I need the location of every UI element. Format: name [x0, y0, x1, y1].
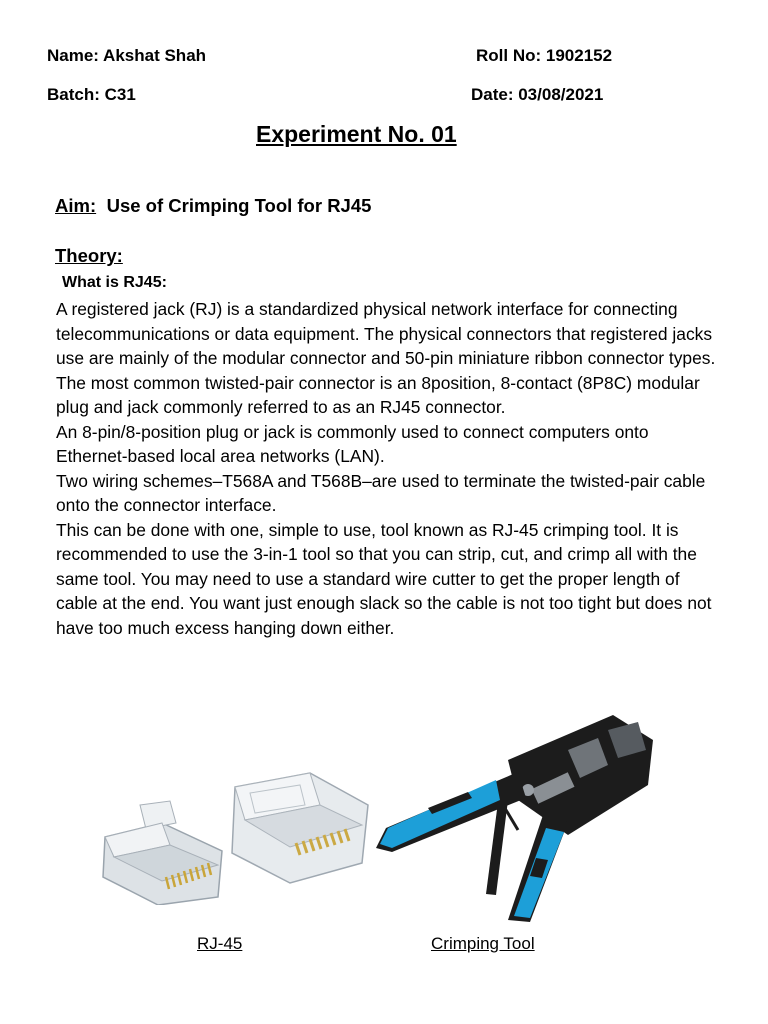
theory-paragraph: Two wiring schemes–T568A and T568B–are used to terminate the twisted-pair cable onto the connector interface. — [56, 470, 706, 515]
theory-heading: Theory: — [55, 245, 123, 266]
crimping-tool-image — [368, 710, 663, 925]
date: Date: 03/08/2021 — [471, 85, 604, 104]
theory-paragraph: This can be done with one, simple to use, tool known as RJ-45 crimping tool. It is recommended to use the 3-in-1 tool so that you can strip, cut, and crimp all with the same tool. You may need to use a standard wire cutter to get the proper length of cable at the end. You want just enough slack so the cable is not too tight but does not have too much excess hanging down either. — [56, 519, 712, 638]
batch: Batch: C31 — [47, 85, 136, 104]
rj45-connector-small — [103, 801, 222, 905]
rj45-caption: RJ-45 — [197, 934, 243, 953]
page-title: Experiment No. 01 — [256, 121, 457, 147]
theory-paragraph: A registered jack (RJ) is a standardized physical network interface for connecting telecommunications or data equipment. The physical connectors that registered jacks use are mainly of the modular connector and 50-pin miniature ribbon connector types. The most common twisted-pair connector is an 8position, 8-contact (8P8C) modular plug and jack commonly referred to as an RJ45 connector. — [56, 299, 716, 417]
student-name: Name: Akshat Shah — [47, 46, 207, 65]
crimping-tool-head — [508, 715, 653, 835]
theory-body — [56, 297, 716, 640]
aim-text: Use of Crimping Tool for RJ45 — [106, 195, 372, 216]
crimping-tool-ratchet — [486, 800, 518, 895]
aim-section — [55, 195, 371, 217]
roll-number: Roll No: 1902152 — [476, 46, 613, 65]
aim-label: Aim: — [55, 195, 97, 216]
rj45-connector-large — [232, 773, 368, 883]
crimping-tool-lower-handle — [508, 815, 568, 922]
theory-paragraph: An 8-pin/8-position plug or jack is commonly used to connect computers onto Ethernet-based local area networks (LAN). — [56, 421, 649, 466]
crimping-tool-caption: Crimping Tool — [431, 934, 535, 953]
rj45-connectors-image — [100, 765, 370, 905]
rj45-subheading: What is RJ45: — [62, 274, 167, 291]
